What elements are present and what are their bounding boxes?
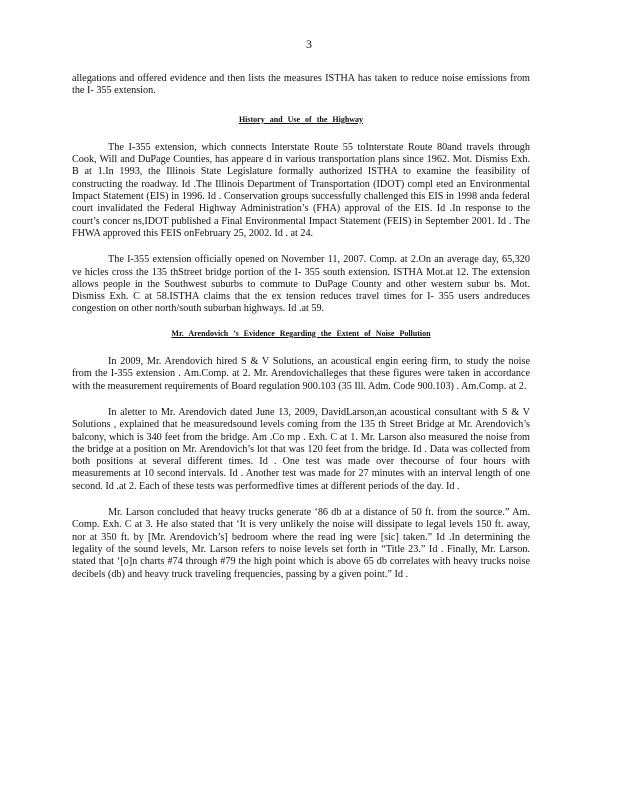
paragraph-intro: allegations and offered evidence and then lists the measures ISTHA has taken to reduce noise emissions from the I- 355 extension. <box>72 73 530 97</box>
paragraph-conclusion: Mr. Larson concluded that heavy trucks generate ‘86 db at a distance of 50 ft. from the source.” Am. Comp. Exh. C at 3. He also stated that ‘It is very unlikely the noise will dissipate to legal levels 150 ft. away, nor at 350 ft. by [Mr. Arendovich’s] bedroom where the read ing were [sic] taken.” Id .In determining the legality of the sound levels, Mr. Larson refers to noise levels set forth in “Title 23.” Id . Finally, Mr. Larson. stated that ‘[o]n charts #74 through #79 the high point which is above 65 db correlates with heavy trucks noise decibels (db) and heavy truck traveling frequencies, passing by a given point.” Id . <box>72 507 530 580</box>
page-number: 3 <box>306 37 312 51</box>
paragraph-opening: The I-355 extension officially opened on November 11, 2007. Comp. at 2.On an average day, 65,320 ve hicles cross the 135 thStreet bridge portion of the I- 355 south extension. ISTHA Mot.at 12. The extension allows people in the Southwest suburbs to commute to DuPage County and other western subur bs. Mot. Dismiss Exh. C at 58.ISTHA claims that the ex tension reduces travel times for I- 355 users andreduces congestion on other north/south suburban highways. Id .at 59. <box>72 254 530 315</box>
paragraph-history: The I-355 extension, which connects Interstate Route 55 toInterstate Route 80and travels through Cook, Will and DuPage Counties, has appeare d in various transportation plans since 1962. Mot. Dismiss Exh. B at 1.In 1993, the Illinois State Legislature formally authorized ISTHA to examine the feasibility of constructing the roadway. Id .The Illinois Department of Transportation (IDOT) compl eted an Environmental Impact Statement (EIS) in 1996. Id . Conservation groups successfully challenged this EIS in 1998 anda federal court invalidated the Federal Highway Administration’s (FHA) approval of the EIS. Id .In response to the court’s concer ns,IDOT published a Final Environmental Impact Statement (FEIS) in September 2001. Id . The FHWA approved this FEIS onFebruary 25, 2002. Id . at 24. <box>72 141 530 239</box>
section-heading-history: History and Use of the Highway <box>238 114 364 124</box>
document-body <box>72 73 530 581</box>
paragraph-study: In 2009, Mr. Arendovich hired S & V Solutions, an acoustical engin eering firm, to study the noise from the I-355 extension . Am.Comp. at 2. Mr. Arendovichalleges that these figures were taken in accordance with the measurement requirements of Board regulation 900.103 (35 Ill. Adm. Code 900.103) . Am.Comp. at 2. <box>72 356 530 392</box>
paragraph-letter: In aletter to Mr. Arendovich dated June 13, 2009, DavidLarson,an acoustical consultant with S & V Solutions , explained that he measuredsound levels coming from the 135 th Street Bridge at Mr. Arendovich’s balcony, which is 340 feet from the bridge. Am .Co mp . Exh. C at 1. Mr. Larson also measured the noise from the bridge at a position on Mr. Arendovich’s lot that was 120 feet from the bridge. Id . Data was collected from both positions at several different times. Id . One test was made over thecourse of four hours with measurements at 10 second intervals. Id . Another test was made for 27 minutes with an interval length of one second. Id .at 2. Each of these tests was performedfive times at different periods of the day. Id . <box>72 406 530 492</box>
section-heading-evidence: Mr. Arendovich ’s Evidence Regarding the Extent of Noise Pollution <box>171 328 431 338</box>
